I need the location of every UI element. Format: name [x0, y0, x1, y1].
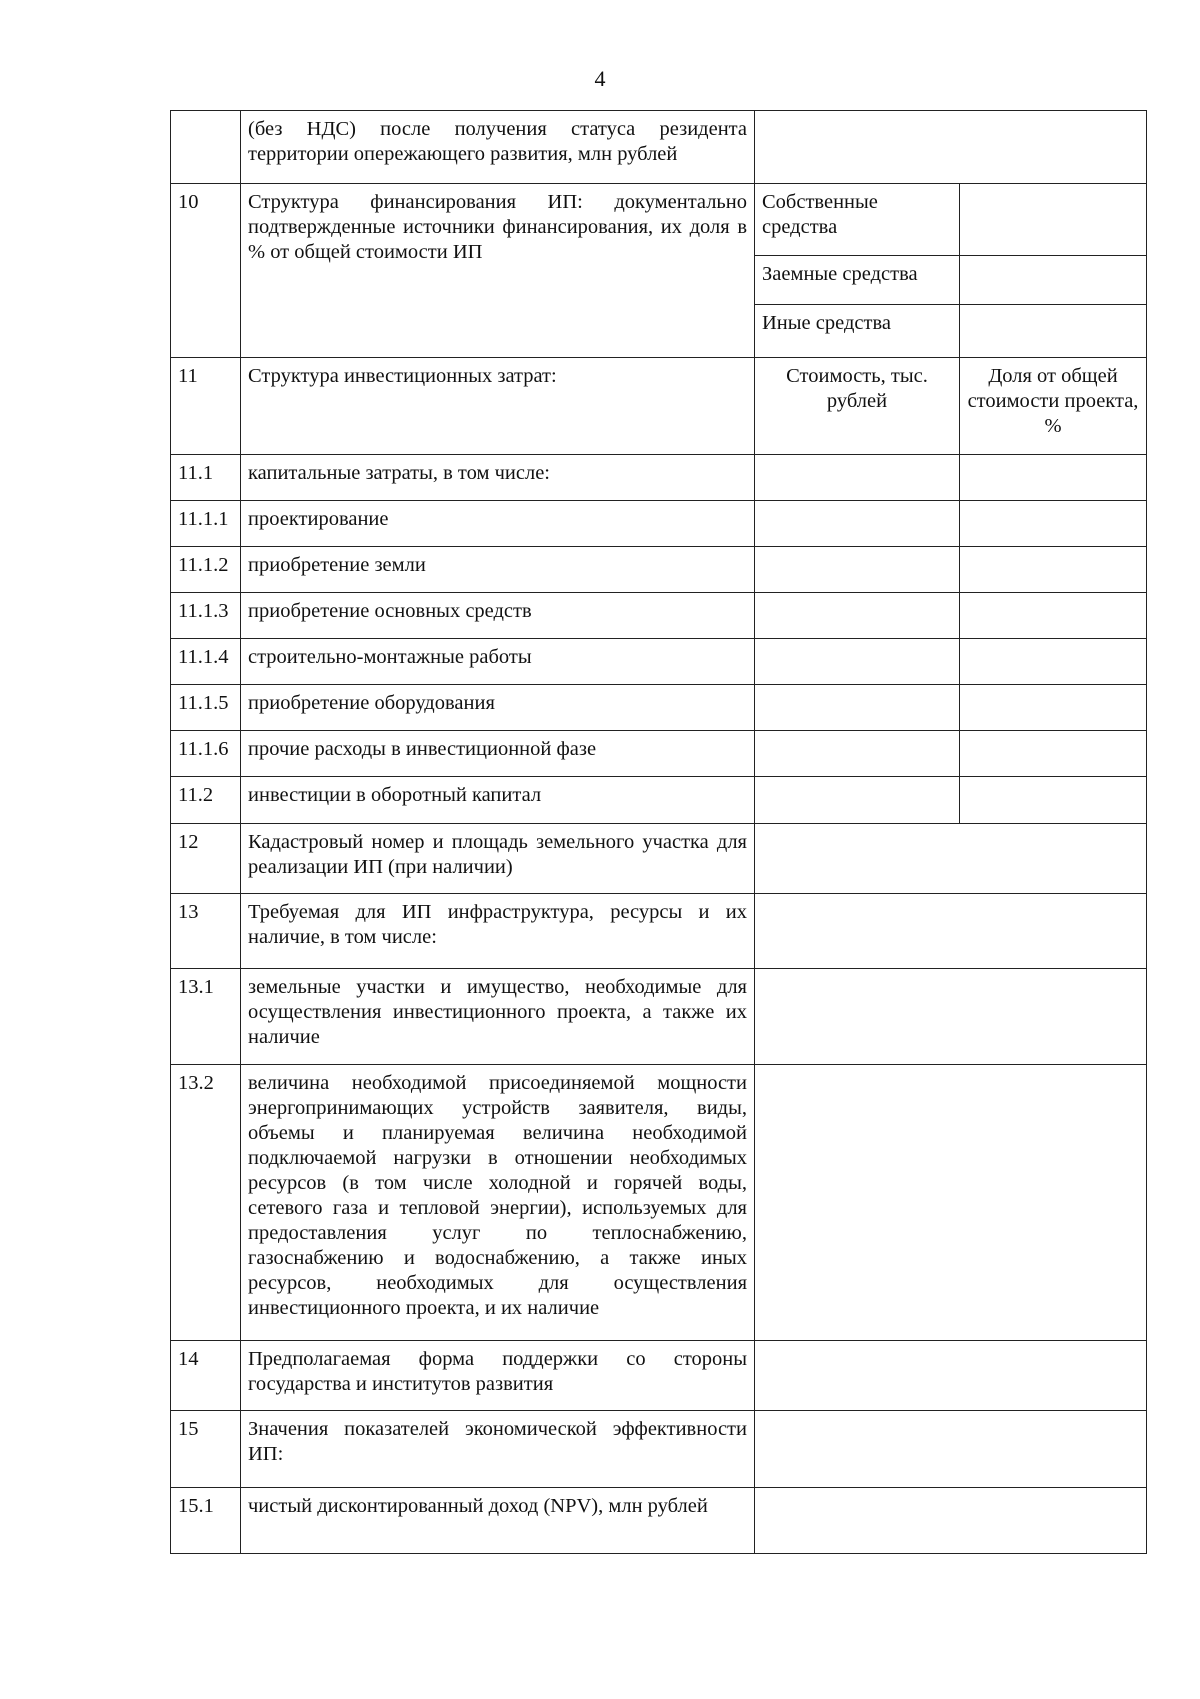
value-cell: [755, 824, 1147, 894]
table-row: [171, 969, 1147, 1065]
table-row: [171, 358, 1147, 455]
table-row: [171, 1065, 1147, 1341]
value-cell: [960, 455, 1147, 501]
value-cell: [755, 731, 960, 777]
row-number: 11.1.5: [171, 685, 241, 731]
column-header-share: Доля от общей стоимости проекта, %: [960, 358, 1147, 455]
row-number: 11.1.4: [171, 639, 241, 685]
row-number: 11.1.2: [171, 547, 241, 593]
table-row: [171, 685, 1147, 731]
value-cell: [755, 1488, 1147, 1554]
table-row: [171, 1488, 1147, 1554]
row-text: Предполагаемая форма поддержки со стороны государства и институтов развития: [241, 1341, 755, 1411]
row-number: 11.1: [171, 455, 241, 501]
table-row: [171, 593, 1147, 639]
table-row: [171, 731, 1147, 777]
value-cell: [755, 1065, 1147, 1341]
row-text: Кадастровый номер и площадь земельного участка для реализации ИП (при наличии): [241, 824, 755, 894]
row-number: 13.1: [171, 969, 241, 1065]
table-row: [171, 111, 1147, 184]
row-number: 11.1.6: [171, 731, 241, 777]
value-cell: [755, 547, 960, 593]
value-cell: [755, 639, 960, 685]
row-number: 12: [171, 824, 241, 894]
row-text: проектирование: [241, 501, 755, 547]
table-row: [171, 1341, 1147, 1411]
row-text: (без НДС) после получения статуса резидента территории опережающего развития, млн рублей: [241, 111, 755, 184]
source-label: Собственные средства: [755, 184, 960, 256]
value-cell: [755, 969, 1147, 1065]
row-number: 13.2: [171, 1065, 241, 1341]
row-number: 10: [171, 184, 241, 358]
value-cell: [755, 593, 960, 639]
row-number: 11.1.1: [171, 501, 241, 547]
value-cell: [960, 731, 1147, 777]
row-number: 13: [171, 894, 241, 969]
value-cell: [960, 305, 1147, 358]
row-number: 15: [171, 1411, 241, 1488]
row-text: земельные участки и имущество, необходимые для осуществления инвестиционного проекта, а также их наличие: [241, 969, 755, 1065]
row-number: 15.1: [171, 1488, 241, 1554]
row-text: прочие расходы в инвестиционной фазе: [241, 731, 755, 777]
row-text: приобретение оборудования: [241, 685, 755, 731]
table-row: [171, 455, 1147, 501]
row-text: инвестиции в оборотный капитал: [241, 777, 755, 824]
value-cell: [960, 547, 1147, 593]
value-cell: [755, 685, 960, 731]
row-number: 14: [171, 1341, 241, 1411]
row-text: Структура финансирования ИП: документально подтвержденные источники финансирования, их доля в % от общей стоимости ИП: [241, 184, 755, 358]
value-cell: [960, 501, 1147, 547]
row-text: строительно-монтажные работы: [241, 639, 755, 685]
table-row: [171, 184, 1147, 256]
table-row: [171, 1411, 1147, 1488]
table-row: [171, 639, 1147, 685]
source-label: Иные средства: [755, 305, 960, 358]
row-text: капитальные затраты, в том числе:: [241, 455, 755, 501]
table-row: [171, 547, 1147, 593]
value-cell: [755, 777, 960, 824]
value-cell: [755, 894, 1147, 969]
source-label: Заемные средства: [755, 256, 960, 305]
row-number: 11.1.3: [171, 593, 241, 639]
row-number: 11.2: [171, 777, 241, 824]
table-row: [171, 501, 1147, 547]
page-number: 4: [594, 66, 606, 91]
row-number: 11: [171, 358, 241, 455]
value-cell: [960, 593, 1147, 639]
value-cell: [960, 777, 1147, 824]
row-text: приобретение земли: [241, 547, 755, 593]
row-text: Значения показателей экономической эффективности ИП:: [241, 1411, 755, 1488]
value-cell: [755, 1341, 1147, 1411]
value-cell: [755, 501, 960, 547]
row-text: величина необходимой присоединяемой мощности энергопринимающих устройств заявителя, виды, объемы и планируемая величина необходимой подключаемой нагрузки в отношении необходимых ресурсов (в том числе холодной и горячей воды, сетевого газа и тепловой энергии), используемых для предоставления услуг по теплоснабжению, газоснабжению и водоснабжению, а также иных ресурсов, необходимых для осуществления инвестиционного проекта, и их наличие: [241, 1065, 755, 1341]
table-row: [171, 894, 1147, 969]
value-cell: [960, 685, 1147, 731]
value-cell: [960, 184, 1147, 256]
row-text: Требуемая для ИП инфраструктура, ресурсы и их наличие, в том числе:: [241, 894, 755, 969]
value-cell: [960, 256, 1147, 305]
table-row: [171, 824, 1147, 894]
value-cell: [755, 455, 960, 501]
value-cell: [755, 1411, 1147, 1488]
value-cell: [960, 639, 1147, 685]
row-text: приобретение основных средств: [241, 593, 755, 639]
investment-project-table: [170, 110, 1147, 1554]
value-cell: [755, 111, 1147, 184]
column-header-cost: Стоимость, тыс. рублей: [755, 358, 960, 455]
row-text: Структура инвестиционных затрат:: [241, 358, 755, 455]
row-text: чистый дисконтированный доход (NPV), млн рублей: [241, 1488, 755, 1554]
table-row: [171, 777, 1147, 824]
